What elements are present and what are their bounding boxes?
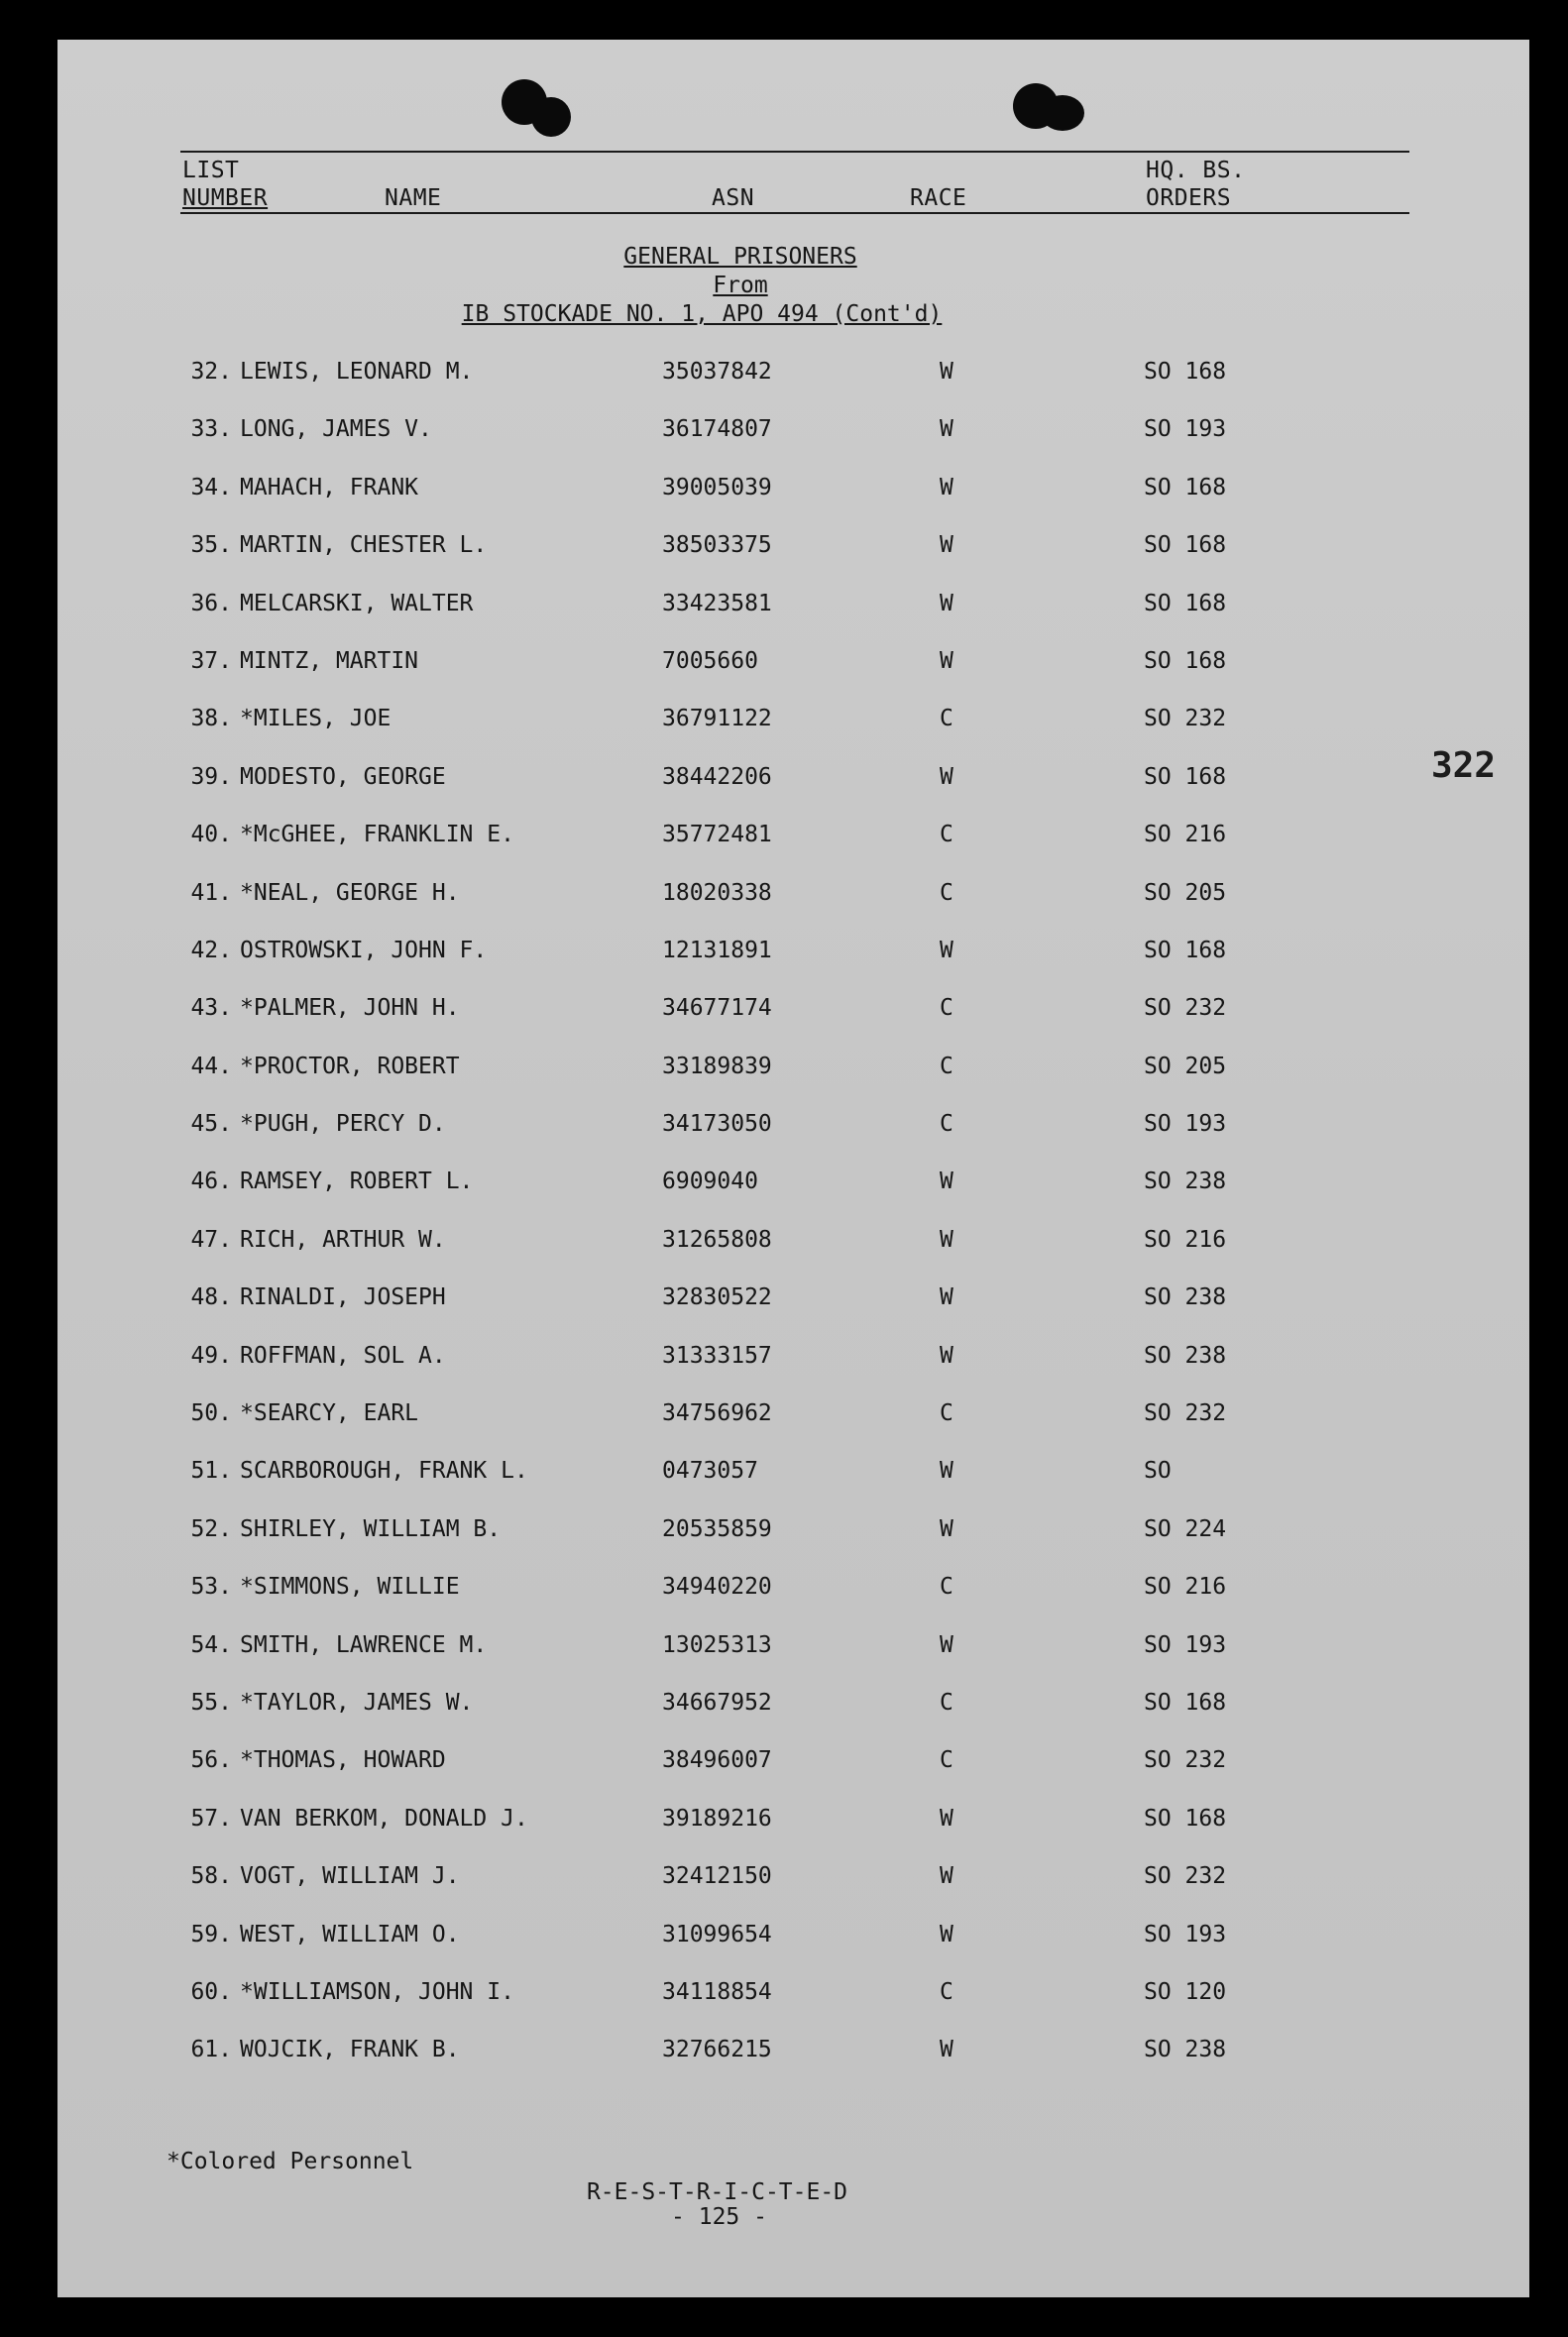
classification-mark: R-E-S-T-R-I-C-T-E-D: [586, 2179, 848, 2205]
row-number: 34.: [190, 474, 232, 501]
row-asn: 31333157: [662, 1342, 772, 1369]
row-race: W: [940, 1342, 953, 1369]
table-row: [57, 589, 1529, 646]
row-asn: 34173050: [662, 1111, 772, 1138]
table-row: [57, 1572, 1529, 1629]
row-number: 35.: [190, 532, 232, 559]
row-name: *McGHEE, FRANKLIN E.: [240, 822, 514, 848]
row-race: C: [940, 822, 953, 848]
row-asn: 7005660: [662, 647, 758, 674]
punch-hole-left-2: [531, 97, 571, 137]
punch-hole-right-2: [1041, 95, 1084, 131]
table-row: [57, 357, 1529, 414]
row-race: W: [940, 532, 953, 559]
table-row: [57, 1688, 1529, 1745]
table-row: [57, 1052, 1529, 1109]
row-name: MODESTO, GEORGE: [240, 763, 446, 790]
row-race: C: [940, 1689, 953, 1716]
row-number: 41.: [190, 879, 232, 906]
row-race: W: [940, 1226, 953, 1253]
row-asn: 36174807: [662, 416, 772, 443]
row-orders: SO 168: [1144, 1689, 1227, 1716]
header-race: RACE: [910, 185, 967, 211]
row-number: 37.: [190, 647, 232, 674]
row-number: 43.: [190, 995, 232, 1022]
row-name: *PROCTOR, ROBERT: [240, 1053, 460, 1079]
row-asn: 32830522: [662, 1284, 772, 1311]
table-row: [57, 878, 1529, 936]
row-name: *PUGH, PERCY D.: [240, 1111, 446, 1138]
row-race: W: [940, 416, 953, 443]
row-number: 56.: [190, 1747, 232, 1774]
row-orders: SO 232: [1144, 706, 1227, 732]
table-row: [57, 1745, 1529, 1803]
row-name: *SEARCY, EARL: [240, 1400, 419, 1427]
row-orders: SO 120: [1144, 1978, 1227, 2005]
row-orders: SO 168: [1144, 590, 1227, 616]
page-footer: [57, 2180, 1529, 2230]
row-name: MELCARSKI, WALTER: [240, 590, 474, 616]
row-orders: SO 216: [1144, 822, 1227, 848]
row-orders: SO 193: [1144, 416, 1227, 443]
row-orders: SO 168: [1144, 937, 1227, 963]
row-orders: SO 193: [1144, 1111, 1227, 1138]
row-asn: 38496007: [662, 1747, 772, 1774]
row-race: C: [940, 995, 953, 1022]
row-name: *MILES, JOE: [240, 706, 392, 732]
row-number: 48.: [190, 1284, 232, 1311]
row-number: 59.: [190, 1921, 232, 1948]
row-number: 46.: [190, 1168, 232, 1195]
row-number: 60.: [190, 1978, 232, 2005]
table-row: [57, 473, 1529, 530]
row-asn: 34118854: [662, 1978, 772, 2005]
row-orders: SO 168: [1144, 763, 1227, 790]
row-number: 45.: [190, 1111, 232, 1138]
row-orders: SO 168: [1144, 532, 1227, 559]
row-number: 50.: [190, 1400, 232, 1427]
row-orders: SO 168: [1144, 1805, 1227, 1832]
row-asn: 12131891: [662, 937, 772, 963]
row-race: W: [940, 937, 953, 963]
row-race: C: [940, 1978, 953, 2005]
row-race: C: [940, 1574, 953, 1601]
table-row: [57, 1225, 1529, 1282]
table-row: [57, 1977, 1529, 2035]
side-page-number: 322: [1431, 745, 1497, 786]
row-orders: SO 232: [1144, 1400, 1227, 1427]
section-title: [256, 243, 1148, 329]
row-asn: 36791122: [662, 706, 772, 732]
row-asn: 39189216: [662, 1805, 772, 1832]
row-orders: SO 238: [1144, 1168, 1227, 1195]
table-row: [57, 1920, 1529, 1977]
table-row: [57, 1861, 1529, 1919]
row-name: SMITH, LAWRENCE M.: [240, 1631, 488, 1658]
row-name: MARTIN, CHESTER L.: [240, 532, 488, 559]
footnote: *Colored Personnel: [167, 2149, 414, 2174]
row-number: 38.: [190, 706, 232, 732]
row-name: RAMSEY, ROBERT L.: [240, 1168, 474, 1195]
table-row: [57, 1341, 1529, 1398]
row-asn: 33423581: [662, 590, 772, 616]
row-race: C: [940, 1111, 953, 1138]
table-row: [57, 646, 1529, 704]
row-name: *WILLIAMSON, JOHN I.: [240, 1978, 514, 2005]
title-line3: IB STOCKADE NO. 1, APO 494 (Cont'd): [461, 301, 943, 327]
table-row: [57, 1630, 1529, 1688]
row-race: C: [940, 1400, 953, 1427]
row-name: LONG, JAMES V.: [240, 416, 432, 443]
page-number: - 125 -: [671, 2204, 767, 2230]
table-row: [57, 820, 1529, 877]
row-asn: 6909040: [662, 1168, 758, 1195]
table-row: [57, 1456, 1529, 1513]
row-name: ROFFMAN, SOL A.: [240, 1342, 446, 1369]
row-name: *TAYLOR, JAMES W.: [240, 1689, 474, 1716]
row-number: 58.: [190, 1863, 232, 1890]
header-rule-top: [180, 151, 1409, 153]
row-orders: SO 205: [1144, 879, 1227, 906]
row-name: WOJCIK, FRANK B.: [240, 2037, 460, 2063]
row-race: C: [940, 879, 953, 906]
row-number: 49.: [190, 1342, 232, 1369]
row-asn: 31099654: [662, 1921, 772, 1948]
row-name: WEST, WILLIAM O.: [240, 1921, 460, 1948]
header-name: NAME: [385, 185, 442, 211]
title-line1: GENERAL PRISONERS: [623, 244, 857, 270]
table-row: [57, 1804, 1529, 1861]
document-page: [57, 40, 1529, 2297]
table-row: [57, 2035, 1529, 2092]
row-race: W: [940, 647, 953, 674]
row-asn: 34677174: [662, 995, 772, 1022]
table-row: [57, 1167, 1529, 1224]
row-number: 44.: [190, 1053, 232, 1079]
header-orders-line1: HQ. BS.: [1146, 158, 1246, 183]
row-asn: 0473057: [662, 1458, 758, 1485]
row-name: RINALDI, JOSEPH: [240, 1284, 446, 1311]
row-orders: SO 205: [1144, 1053, 1227, 1079]
row-asn: 38442206: [662, 763, 772, 790]
row-asn: 34756962: [662, 1400, 772, 1427]
row-race: C: [940, 706, 953, 732]
header-rule-bottom: [180, 212, 1409, 214]
row-orders: SO 224: [1144, 1515, 1227, 1542]
row-race: C: [940, 1053, 953, 1079]
row-race: W: [940, 474, 953, 501]
row-number: 52.: [190, 1515, 232, 1542]
row-race: W: [940, 2037, 953, 2063]
row-orders: SO 168: [1144, 647, 1227, 674]
row-orders: SO 232: [1144, 1747, 1227, 1774]
table-row: [57, 1109, 1529, 1167]
row-name: *PALMER, JOHN H.: [240, 995, 460, 1022]
row-number: 42.: [190, 937, 232, 963]
row-number: 51.: [190, 1458, 232, 1485]
row-orders: SO 238: [1144, 2037, 1227, 2063]
table-row: [57, 1398, 1529, 1456]
row-asn: 39005039: [662, 474, 772, 501]
row-race: W: [940, 359, 953, 385]
row-asn: 34667952: [662, 1689, 772, 1716]
row-name: *SIMMONS, WILLIE: [240, 1574, 460, 1601]
row-race: W: [940, 590, 953, 616]
row-number: 33.: [190, 416, 232, 443]
row-name: SCARBOROUGH, FRANK L.: [240, 1458, 528, 1485]
row-number: 47.: [190, 1226, 232, 1253]
row-number: 36.: [190, 590, 232, 616]
row-race: W: [940, 1515, 953, 1542]
table-row: [57, 1282, 1529, 1340]
row-name: MAHACH, FRANK: [240, 474, 419, 501]
row-asn: 18020338: [662, 879, 772, 906]
row-orders: SO 216: [1144, 1226, 1227, 1253]
row-orders: SO: [1144, 1458, 1172, 1485]
table-row: [57, 936, 1529, 993]
row-number: 32.: [190, 359, 232, 385]
row-number: 61.: [190, 2037, 232, 2063]
row-orders: SO 193: [1144, 1631, 1227, 1658]
header-orders: [1146, 157, 1245, 212]
row-name: VOGT, WILLIAM J.: [240, 1863, 460, 1890]
row-number: 55.: [190, 1689, 232, 1716]
row-orders: SO 238: [1144, 1284, 1227, 1311]
row-race: W: [940, 1458, 953, 1485]
row-number: 54.: [190, 1631, 232, 1658]
header-asn: ASN: [712, 185, 755, 211]
row-race: C: [940, 1747, 953, 1774]
row-orders: SO 168: [1144, 474, 1227, 501]
row-asn: 32766215: [662, 2037, 772, 2063]
row-asn: 35037842: [662, 359, 772, 385]
row-asn: 33189839: [662, 1053, 772, 1079]
row-race: W: [940, 1921, 953, 1948]
table-row: [57, 530, 1529, 588]
row-number: 53.: [190, 1574, 232, 1601]
row-name: SHIRLEY, WILLIAM B.: [240, 1515, 502, 1542]
row-asn: 31265808: [662, 1226, 772, 1253]
row-orders: SO 232: [1144, 995, 1227, 1022]
row-name: *NEAL, GEORGE H.: [240, 879, 460, 906]
header-list-line1: LIST: [182, 158, 240, 183]
row-race: W: [940, 1863, 953, 1890]
row-race: W: [940, 1168, 953, 1195]
row-race: W: [940, 1284, 953, 1311]
row-asn: 38503375: [662, 532, 772, 559]
row-race: W: [940, 1631, 953, 1658]
table-row: [57, 993, 1529, 1051]
row-name: MINTZ, MARTIN: [240, 647, 419, 674]
header-orders-line2: ORDERS: [1146, 185, 1232, 211]
table-row: [57, 1514, 1529, 1572]
row-number: 40.: [190, 822, 232, 848]
table-row: [57, 762, 1529, 820]
row-asn: 34940220: [662, 1574, 772, 1601]
prisoner-list: [57, 357, 1529, 2093]
row-number: 39.: [190, 763, 232, 790]
row-name: *THOMAS, HOWARD: [240, 1747, 446, 1774]
table-row: [57, 704, 1529, 761]
row-orders: SO 232: [1144, 1863, 1227, 1890]
row-name: VAN BERKOM, DONALD J.: [240, 1805, 528, 1832]
table-row: [57, 414, 1529, 472]
title-line2: From: [713, 273, 768, 298]
row-orders: SO 193: [1144, 1921, 1227, 1948]
header-list-line2: NUMBER: [182, 185, 269, 211]
row-number: 57.: [190, 1805, 232, 1832]
row-orders: SO 238: [1144, 1342, 1227, 1369]
row-race: W: [940, 763, 953, 790]
row-race: W: [940, 1805, 953, 1832]
row-asn: 13025313: [662, 1631, 772, 1658]
row-asn: 20535859: [662, 1515, 772, 1542]
row-asn: 35772481: [662, 822, 772, 848]
row-name: OSTROWSKI, JOHN F.: [240, 937, 488, 963]
row-asn: 32412150: [662, 1863, 772, 1890]
row-orders: SO 168: [1144, 359, 1227, 385]
header-list-number: [182, 157, 268, 212]
row-name: LEWIS, LEONARD M.: [240, 359, 474, 385]
row-name: RICH, ARTHUR W.: [240, 1226, 446, 1253]
row-orders: SO 216: [1144, 1574, 1227, 1601]
